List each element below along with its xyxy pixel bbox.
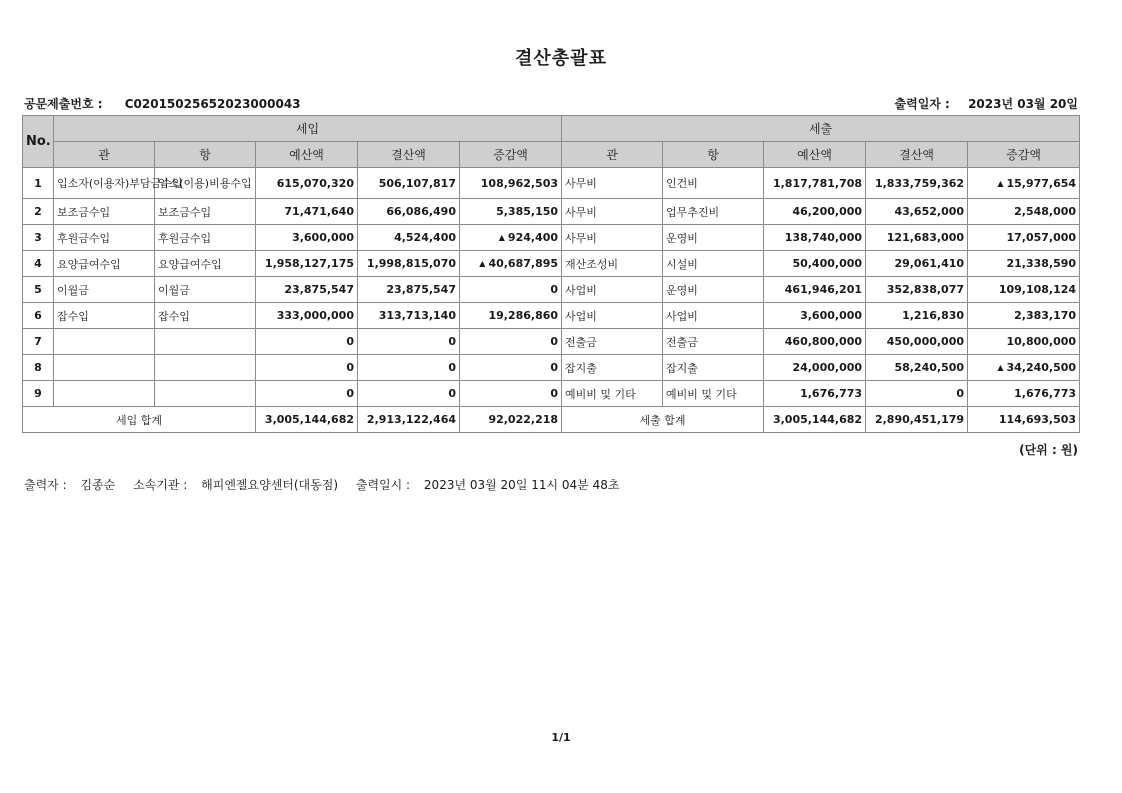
header-expense-hang: 항 [663, 142, 764, 168]
header-expense-difference: 증감액 [968, 142, 1080, 168]
income-gwan: 잡수입 [54, 303, 155, 329]
row-number: 5 [23, 277, 54, 303]
expense-total-difference: 114,693,503 [968, 407, 1080, 433]
expense-hang: 운영비 [663, 225, 764, 251]
header-expense-settlement: 결산액 [866, 142, 968, 168]
income-settlement: 506,107,817 [358, 168, 460, 199]
income-difference-value: 924,400 [507, 231, 559, 244]
income-hang: 이월금 [155, 277, 256, 303]
income-hang [155, 381, 256, 407]
income-difference [460, 303, 562, 329]
expense-difference [968, 355, 1080, 381]
print-date [895, 95, 1078, 112]
income-difference [460, 199, 562, 225]
expense-difference-value: 15,977,654 [1006, 176, 1077, 190]
expense-difference [968, 199, 1080, 225]
income-total-budget: 3,005,144,682 [256, 407, 358, 433]
expense-difference-value: 109,108,124 [998, 283, 1077, 296]
header-income-gwan: 관 [54, 142, 155, 168]
table-row [23, 329, 1080, 355]
expense-difference-value: 2,548,000 [1014, 205, 1077, 218]
expense-gwan: 사무비 [562, 199, 663, 225]
print-date-label: 출력일자 : [894, 97, 950, 111]
income-difference-value: 0 [550, 387, 559, 400]
income-budget: 0 [256, 381, 358, 407]
expense-budget: 1,676,773 [764, 381, 866, 407]
expense-gwan: 사업비 [562, 277, 663, 303]
print-info [24, 476, 629, 493]
income-gwan [54, 355, 155, 381]
expense-hang: 시설비 [663, 251, 764, 277]
expense-settlement: 1,833,759,362 [866, 168, 968, 199]
expense-difference-value: 2,383,170 [1014, 309, 1077, 322]
expense-gwan: 전출금 [562, 329, 663, 355]
expense-gwan: 사업비 [562, 303, 663, 329]
expense-hang: 사업비 [663, 303, 764, 329]
expense-difference [968, 168, 1080, 199]
income-difference [460, 168, 562, 199]
income-hang: 후원금수입 [155, 225, 256, 251]
table-row [23, 225, 1080, 251]
expense-difference-value: 17,057,000 [1006, 231, 1077, 244]
expense-total-settlement: 2,890,451,179 [866, 407, 968, 433]
income-settlement: 313,713,140 [358, 303, 460, 329]
income-difference-value: 0 [550, 361, 559, 374]
expense-budget: 50,400,000 [764, 251, 866, 277]
income-difference-value: 108,962,503 [480, 176, 559, 190]
income-difference-value: 40,687,895 [488, 257, 559, 270]
income-gwan: 요양급여수입 [54, 251, 155, 277]
expense-settlement: 43,652,000 [866, 199, 968, 225]
printer-label: 출력자 : [24, 478, 67, 492]
expense-difference [968, 303, 1080, 329]
income-settlement: 1,998,815,070 [358, 251, 460, 277]
income-difference [460, 329, 562, 355]
printed-at-value: 2023년 03월 20일 11시 04분 48초 [423, 478, 620, 492]
expense-difference-value: 10,800,000 [1006, 335, 1077, 348]
income-difference-value: 19,286,860 [488, 309, 559, 322]
table-row [23, 251, 1080, 277]
income-budget: 23,875,547 [256, 277, 358, 303]
income-total-difference: 92,022,218 [460, 407, 562, 433]
expense-hang: 인건비 [663, 168, 764, 199]
table-row [23, 199, 1080, 225]
income-budget: 333,000,000 [256, 303, 358, 329]
expense-settlement: 1,216,830 [866, 303, 968, 329]
expense-difference-value: 34,240,500 [1006, 361, 1077, 374]
expense-settlement: 450,000,000 [866, 329, 968, 355]
income-budget: 615,070,320 [256, 168, 358, 199]
print-date-value: 2023년 03월 20일 [968, 97, 1078, 111]
expense-gwan: 재산조성비 [562, 251, 663, 277]
decrease-marker-icon: ▲ [498, 233, 505, 242]
income-difference [460, 277, 562, 303]
income-total-settlement: 2,913,122,464 [358, 407, 460, 433]
header-expense: 세출 [562, 116, 1080, 142]
income-gwan: 입소자(이용자)부담금수입 [54, 168, 155, 199]
page-number: 1/1 [551, 731, 571, 744]
income-difference [460, 225, 562, 251]
income-budget: 71,471,640 [256, 199, 358, 225]
income-gwan: 이월금 [54, 277, 155, 303]
expense-gwan: 사무비 [562, 168, 663, 199]
income-hang: 요양급여수입 [155, 251, 256, 277]
expense-settlement: 121,683,000 [866, 225, 968, 251]
income-difference [460, 355, 562, 381]
expense-budget: 1,817,781,708 [764, 168, 866, 199]
income-budget: 0 [256, 355, 358, 381]
printer-name: 김종순 [80, 478, 116, 492]
income-settlement: 66,086,490 [358, 199, 460, 225]
doc-number [24, 95, 301, 112]
expense-gwan: 잡지출 [562, 355, 663, 381]
row-number: 8 [23, 355, 54, 381]
header-income-settlement: 결산액 [358, 142, 460, 168]
header-income-difference: 증감액 [460, 142, 562, 168]
income-hang: 보조금수입 [155, 199, 256, 225]
expense-difference [968, 381, 1080, 407]
income-settlement: 4,524,400 [358, 225, 460, 251]
income-difference-value: 5,385,150 [496, 205, 559, 218]
expense-difference-value: 21,338,590 [1006, 257, 1077, 270]
expense-difference [968, 225, 1080, 251]
doc-number-label: 공문제출번호 : [24, 97, 103, 111]
expense-budget: 460,800,000 [764, 329, 866, 355]
expense-hang: 잡지출 [663, 355, 764, 381]
income-gwan [54, 329, 155, 355]
totals-row [23, 407, 1080, 433]
expense-budget: 3,600,000 [764, 303, 866, 329]
row-number: 4 [23, 251, 54, 277]
income-settlement: 0 [358, 329, 460, 355]
expense-settlement: 352,838,077 [866, 277, 968, 303]
expense-budget: 24,000,000 [764, 355, 866, 381]
income-settlement: 23,875,547 [358, 277, 460, 303]
expense-difference [968, 251, 1080, 277]
expense-difference-value: 1,676,773 [1014, 387, 1077, 400]
income-hang [155, 329, 256, 355]
header-expense-gwan: 관 [562, 142, 663, 168]
decrease-marker-icon: ▲ [997, 178, 1004, 188]
income-gwan: 보조금수입 [54, 199, 155, 225]
income-hang: 입소(이용)비용수입 [155, 168, 256, 199]
header-expense-budget: 예산액 [764, 142, 866, 168]
expense-hang: 예비비 및 기타 [663, 381, 764, 407]
expense-hang: 업무추진비 [663, 199, 764, 225]
income-settlement: 0 [358, 355, 460, 381]
expense-hang: 전출금 [663, 329, 764, 355]
header-income-budget: 예산액 [256, 142, 358, 168]
decrease-marker-icon: ▲ [479, 259, 486, 268]
document-title: 결산총괄표 [515, 48, 607, 69]
header-income-hang: 항 [155, 142, 256, 168]
row-number: 2 [23, 199, 54, 225]
expense-settlement: 0 [866, 381, 968, 407]
income-difference-value: 0 [550, 335, 559, 348]
doc-number-value: C02015025652023000043 [124, 97, 301, 111]
expense-total-budget: 3,005,144,682 [764, 407, 866, 433]
expense-budget: 138,740,000 [764, 225, 866, 251]
table-row [23, 355, 1080, 381]
org-name: 해피엔젤요양센터(대동점) [201, 478, 339, 492]
income-difference [460, 381, 562, 407]
income-hang [155, 355, 256, 381]
income-budget: 0 [256, 329, 358, 355]
expense-difference [968, 329, 1080, 355]
row-number: 9 [23, 381, 54, 407]
org-label: 소속기관 : [133, 478, 188, 492]
expense-settlement: 58,240,500 [866, 355, 968, 381]
income-total-label: 세입 합계 [23, 407, 256, 433]
income-difference [460, 251, 562, 277]
income-gwan [54, 381, 155, 407]
expense-gwan: 사무비 [562, 225, 663, 251]
income-gwan: 후원금수입 [54, 225, 155, 251]
income-budget: 1,958,127,175 [256, 251, 358, 277]
expense-settlement: 29,061,410 [866, 251, 968, 277]
row-number: 6 [23, 303, 54, 329]
header-income: 세입 [54, 116, 562, 142]
table-row [23, 303, 1080, 329]
table-row [23, 168, 1080, 199]
decrease-marker-icon: ▲ [997, 363, 1004, 372]
income-settlement: 0 [358, 381, 460, 407]
printed-at-label: 출력일시 : [355, 478, 411, 492]
row-number: 3 [23, 225, 54, 251]
expense-total-label: 세출 합계 [562, 407, 764, 433]
income-difference-value: 0 [550, 283, 559, 296]
unit-note: (단위 : 원) [1019, 443, 1078, 457]
row-number: 7 [23, 329, 54, 355]
expense-gwan: 예비비 및 기타 [562, 381, 663, 407]
income-hang: 잡수입 [155, 303, 256, 329]
expense-budget: 461,946,201 [764, 277, 866, 303]
settlement-table [22, 115, 1080, 433]
expense-budget: 46,200,000 [764, 199, 866, 225]
table-row [23, 277, 1080, 303]
table-row [23, 381, 1080, 407]
income-budget: 3,600,000 [256, 225, 358, 251]
row-number: 1 [23, 168, 54, 199]
expense-difference [968, 277, 1080, 303]
header-no: No. [23, 116, 54, 168]
expense-hang: 운영비 [663, 277, 764, 303]
